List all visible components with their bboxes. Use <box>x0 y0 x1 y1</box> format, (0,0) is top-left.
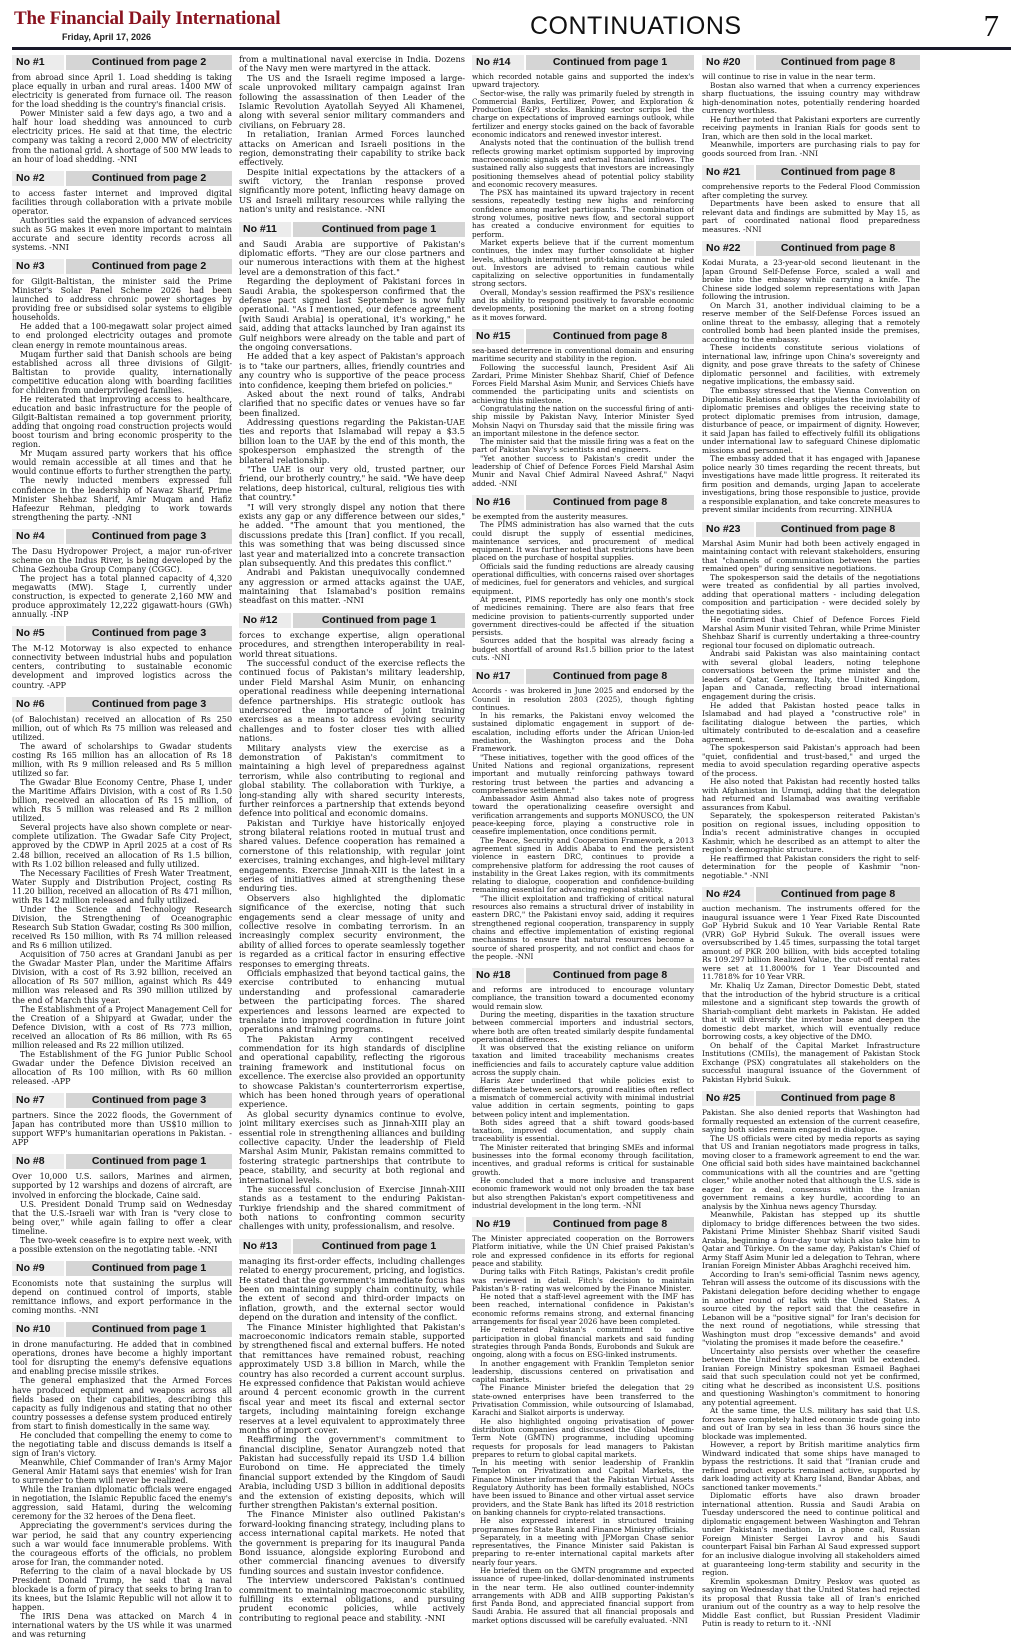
masthead <box>12 8 1011 46</box>
story-header <box>12 55 232 70</box>
story-paragraph: comprehensive reports to the Federal Flood Commission after completing the survey. <box>702 182 920 200</box>
story-header <box>472 1217 694 1232</box>
story-paragraph: The successful conclusion of Exercise Jinnah-XIII stands as a testament to the enduring Pakistan-Turkiye friendship and the shared commitment of both nations to confronting common security challenges with unity, professionalism, and resolve. <box>239 1183 465 1232</box>
story-paragraph: Meanwhile, importers are purchasing rials to pay for goods sourced from Iran. -NNI <box>702 140 920 158</box>
story-paragraph: forces to exchange expertise, align operational procedures, and strengthen interoperability in real-world threat situations. <box>239 629 465 659</box>
continued-from-label: Continued from page 1 <box>321 1239 437 1252</box>
story-paragraph: Congratulating the nation on the successful firing of anti-ship missile by Pakistan Navy, Interior Minister Syed Mohsin Naqvi on Thursday said that the missile firing was an important milestone in the defence sector. <box>472 403 694 438</box>
story-number: No #21 <box>702 165 756 180</box>
story-paragraph: He reaffirmed that Pakistan considers the right to self-determination for the people of Kashmir "non-negotiable." -NNI <box>702 853 920 880</box>
story-paragraph: Referring to the claim of a naval blockade by US President Donald Trump, he said that a naval blockade is a form of piracy that seeks to bring Iran to its knees, but the Islamic Republic will not allow it to happen. <box>12 1566 232 1612</box>
story <box>12 1261 232 1315</box>
story-paragraph: Under the Science and Technology Research Division, the Strengthening of Oceanographic Research Sub Station Gwadar, costing Rs 300 million, received Rs 150 million, with Rs 74 million released and Rs 6 million utilized. <box>12 904 232 951</box>
story <box>239 55 465 215</box>
story-paragraph: The interview underscored Pakistan's continued commitment to maintaining macroeconomic stability, fulfilling its external obligations, and pursuing prudent economic policies, while actively contributing to regional peace and stability. -NNI <box>239 1575 465 1623</box>
story <box>702 1091 920 1628</box>
continued-from-label: Continued from page 8 <box>552 329 668 342</box>
story-paragraph: The Pakistan Army contingent received commendation for its high standards of discipline and operational capability, reflecting the rigorous training framework and institutional focus on excellence. The exercise also provided an opportunity to showcase Pakistan's counterterrorism expertise, which has been honed through years of operational experience. <box>239 1033 465 1110</box>
story <box>239 613 465 1232</box>
story-paragraph: Pakistan and Turkiye have historically enjoyed strong bilateral relations rooted in mutual trust and shared values. Defence cooperation has remained a cornerstone of this relationship, with regular joint exercises, training exchanges, and high-level military engagements. Exercise Jinnah-XIII is the latest in a series of initiatives aimed at strengthening these enduring ties. <box>239 817 465 894</box>
story-number: No #20 <box>702 55 756 70</box>
story-number: No #19 <box>472 1217 526 1232</box>
story-paragraph: The US and the Israeli regime imposed a large-scale unprovoked military campaign against Iran following the assassination of then Leader of the Islamic Revolution Ayatollah Seyyed Ali Khamenei, along with several senior military commanders and civilians, on February 28. <box>239 72 465 130</box>
story-paragraph: The US officials were cited by media reports as saying that US and Iranian negotiators made progress in talks, moving closer to a framework agreement to end the war. One official said both sides have maintained backchannel communications with all the countries and are "getting closer," while another noted that although the U.S. side is eager for a deal, consensus within the Iranian government remains a key hurdle, according to an analysis by the Xinhua news agency Thursday. <box>702 1133 920 1211</box>
story-number: No #14 <box>472 55 526 70</box>
story-paragraph: "Yet another success to Pakistan's credit under the leadership of Chief of Defence Forces Field Marshal Asim Munir and Naval Chief Admiral Naveed Ashraf," Naqvi added. -NNI <box>472 453 694 488</box>
story-paragraph: for Gilgit-Baltistan, the minister said the Prime Minister's Solar Panel Scheme 2026 had been launched to address chronic power shortages by providing free or subsidised solar systems to eligible households. <box>12 277 232 323</box>
continued-from-label: Continued from page 8 <box>780 242 896 255</box>
story <box>702 887 920 1084</box>
column-1 <box>12 55 232 1647</box>
story <box>702 55 920 158</box>
story-paragraph: Mr Muqam assured party workers that his office would remain accessible at all times and that he would continue efforts to further strengthen the party. <box>12 449 232 477</box>
story-paragraph: Accords - was brokered in June 2025 and endorsed by the Council in resolution 2803 (2025), though fighting continues. <box>472 686 694 712</box>
story-paragraph: Pakistan. She also denied reports that Washington had formally requested an extension of the current ceasefire, saying both sides remain engaged in dialogue. <box>702 1108 920 1135</box>
story-paragraph: It was observed that the existing reliance on uniform taxation and limited traceability mechanisms creates inefficiencies and fails to accurately capture value addition across the supply chain. <box>472 1043 694 1078</box>
story-paragraph: The embassy added that it has engaged with Japanese police nearly 30 times regarding the recent threats, but investigations have made little progress. It reiterated its firm position and demands, urging Japan to accelerate investigations, bring those responsible to justice, provide a responsible explanation, and take concrete measures to prevent similar incidents from recurring. XINHUA <box>702 454 920 515</box>
continued-from-label: Continued from page 1 <box>321 222 437 235</box>
continued-from-label: Continued from page 8 <box>552 670 668 683</box>
story-paragraph: Several projects have also shown complete or near-complete utilization. The Gwadar Safe City Project, approved by the CDWP in April 2025 at a cost of Rs 2.48 billion, received an allocation of Rs 1.5 billion, with Rs 1.02 billion released and fully utilized. <box>12 823 232 869</box>
story-paragraph: On behalf of the Capital Market Infrastructure Institutions (CMIIs), the management of Pakistan Stock Exchange (PSX) congratulates all stakeholders on the successful inaugural issuance of the Government of Pakistan Hybrid Sukuk. <box>702 1040 920 1084</box>
story-paragraph: (of Balochistan) received an allocation of Rs 250 million, out of which Rs 75 million was released and utilized. <box>12 714 232 742</box>
story-paragraph: Both sides agreed that a shift toward goods-based taxation, improved documentation, and supply chain traceability is essential. <box>472 1117 694 1144</box>
story-number: No #9 <box>12 1261 66 1276</box>
story <box>12 626 232 689</box>
story-paragraph: The Minister appreciated cooperation on the Borrowers Platform initiative, while the UN Chief praised Pakistan's role and expressed confidence in its efforts for regional peace and stability. <box>472 1234 694 1268</box>
story-paragraph: Separately, the spokesperson reiterated Pakistan's position on regional issues, including opposition to India's recent administrative changes in occupied Kashmir, which he described as an attempt to alter the region's demographic structure. <box>702 811 920 855</box>
story-paragraph: The Necessary Facilities of Fresh Water Treatment, Water Supply and Distribution Project, costing Rs 11.20 billion, received an allocation of Rs 471 million, with Rs 142 million released and fully utilized. <box>12 868 232 905</box>
story-paragraph: Officials emphasized that beyond tactical gains, the exercise contributed to enhancing mutual understanding and professional camaraderie between the participating forces. The shared experiences and lessons learned are expected to translate into improved coordination in future joint operations and training programs. <box>239 967 465 1035</box>
continued-from-label: Continued from page 8 <box>780 1092 896 1105</box>
story <box>12 171 232 252</box>
continued-from-label: Continued from page 3 <box>91 697 207 710</box>
story-paragraph: He reiterated Pakistan's commitment to active participation in global financial markets and said funding strategies through Panda Bonds, Eurobonds and Sukuk are ongoing, along with a focus on ESG-linked instruments. <box>472 1325 694 1360</box>
story-paragraph: The Peace, Security and Cooperation Framework, a 2013 agreement signed in Addis Ababa to end the persistent violence in eastern DRC, continues to provide a comprehensive platform for addressing the root causes of instability in the Great Lakes region, with its commitments relating to dialogue, cooperation and confidence-building remaining essential for advancing regional stability. <box>472 835 694 895</box>
story-header <box>702 522 920 537</box>
story-number: No #23 <box>702 522 756 537</box>
story-header <box>472 669 694 684</box>
continued-from-label: Continued from page 2 <box>91 171 207 184</box>
story-number: No #12 <box>239 613 293 628</box>
continued-from-label: Continued from page 8 <box>780 522 896 535</box>
story <box>472 495 694 662</box>
story-header <box>702 887 920 902</box>
story <box>12 55 232 164</box>
story-header <box>12 626 232 641</box>
story-paragraph: Andrabi and Pakistan unequivocally condemned any aggression or armed attacks against the UAE, maintaining that Islamabad's position remains steadfast on this matter. -NNI <box>239 567 465 606</box>
story-paragraph: Addressing questions regarding the Pakistan-UAE ties and reports that Islamabad will repay a $3.5 billion loan to the UAE by the end of this month, the spokesperson emphasized the strength of the bilateral relationship. <box>239 417 465 465</box>
story-paragraph: The general emphasized that the Armed Forces have produced equipment and weapons across all fields based on their capabilities, describing this capacity as fully indigenous and stating that no other country possesses a defense system produced entirely from start to finish domestically in the same way. <box>12 1376 232 1431</box>
story-paragraph: Market experts believe that if the current momentum continues, the index may further consolidate at higher levels, although intermittent profit-taking cannot be ruled out. Investors are advised to remain cautious while capitalizing on selective opportunities in fundamentally strong sectors. <box>472 237 694 289</box>
story-paragraph: will continue to rise in value in the near term. <box>702 72 876 81</box>
story-paragraph: According to Iran's semi-official Tasnim news agency, Tehran will assess the outcome of its discussions with the Pakistani delegation before deciding whether to engage in another round of talks with the United States. A source cited by the report said that the ceasefire in Lebanon will be a "positive signal" for Iran's decision for the next round of negotiations, while stressing that Washington must drop "excessive demands" and avoid "violating the promises it made before the ceasefire." <box>702 1269 920 1348</box>
story-paragraph: Separately, in a meeting with JPMorgan Chase senior representatives, the Finance Minister said Pakistan is preparing to re-enter international capital markets after nearly four years. <box>472 1532 694 1567</box>
story-paragraph: Kodai Murata, a 23-year-old second lieutenant in the Japan Ground Self-Defense Force, scaled a wall and broke into the embassy while carrying a knife. The Chinese side lodged solemn representations with Japan following the intrusion. <box>702 258 920 302</box>
story-paragraph: In retaliation, Iranian Armed Forces launched attacks on American and Israeli positions in the region, demonstrating their capability to strike back effectively. <box>239 129 465 168</box>
story-header <box>12 1154 232 1169</box>
column-2 <box>239 55 465 1647</box>
story <box>472 669 694 961</box>
story-paragraph: The award of scholarships to Gwadar students costing Rs 165 million has an allocation of Rs 18 million, with Rs 9 million released and Rs 5 million utilized so far. <box>12 741 232 778</box>
story-paragraph: He also noted that Pakistan had recently hosted talks with Afghanistan in Urumqi, adding that the delegation had returned and Islamabad was awaiting verifiable assurances from Kabul. <box>702 777 920 812</box>
story-paragraph: The minister said that the missile firing was a feat on the part of Pakistan Navy's scientists and engineers. <box>472 437 694 455</box>
story-paragraph: The PIMS administration has also warned that the cuts could disrupt the supply of essential medicines, maintenance services, and procurement of medical equipment. It was further noted that restrictions have been placed on the purchase of hospital supplies. <box>472 520 694 563</box>
continued-from-label: Continued from page 8 <box>780 56 896 68</box>
story-paragraph: He reiterated that improving access to healthcare, education and basic infrastructure for the people of Gilgit-Baltistan remained a top government priority, adding that ongoing road construction projects would boost tourism and bring economic prosperity to the region. <box>12 394 232 450</box>
continued-from-label: Continued from page 8 <box>780 166 896 179</box>
story-paragraph: The project has a total planned capacity of 4,320 megawatts (MW). Stage I, currently under construction, is expected to generate 2,160 MW and produce approximately 12,222 gigawatt-hours (GWh) annually. -INP <box>12 573 232 620</box>
story-paragraph: However, a report by British maritime analytics firm Windward indicated that some ships have managed to bypass the restrictions. It said that "Iranian crude and refined product exports remained active, supported by dark loading activity at Kharg Island, Bandar Abbas, and sanctioned tanker movements." <box>702 1440 920 1492</box>
story-paragraph: The two-week ceasefire is to expire next week, with a possible extension on the negotiating table. -NNI <box>12 1235 232 1254</box>
story-number: No #10 <box>12 1322 66 1337</box>
story-number: No #25 <box>702 1091 756 1106</box>
story-number: No #3 <box>12 259 66 274</box>
story-paragraph: which recorded notable gains and supported the index's upward trajectory. <box>472 72 694 90</box>
story-paragraph: Mr. Khaliq Uz Zaman, Director Domestic Debt, stated that the introduction of the hybrid structure is a critical milestone and a significant step towards the growth of Shariah-compliant debt markets in Pakistan. He added that it will diversify the investor base and deepen the domestic debt market, which will eventually reduce borrowing costs, a key objective of the DMO. <box>702 980 920 1042</box>
story-paragraph: Uncertainty also persists over whether the ceasefire between the United States and Iran will be extended. Iranian Foreign Ministry spokesman Esmaeil Baghaei said that such speculation could not yet be confirmed, citing what he described as inconsistent U.S. positions and questioning Washington's commitment to honoring any potential agreement. <box>702 1346 920 1407</box>
story-number: No #11 <box>239 222 293 237</box>
story-paragraph: In his remarks, the Pakistani envoy welcomed the sustained diplomatic engagement in support of de-escalation, including efforts under the African Union-led mediation, the Washington process and the Doha Framework. <box>472 711 694 754</box>
masthead-rule <box>12 47 1011 50</box>
newspaper-brand: The Financial Daily International <box>14 8 281 29</box>
story-paragraph: In another engagement with Franklin Templeton senior leadership, discussions centered on privatisation and capital markets. <box>472 1358 694 1385</box>
story-header <box>472 329 694 344</box>
continued-from-label: Continued from page 8 <box>552 969 668 982</box>
continued-from-label: Continued from page 3 <box>91 529 207 542</box>
story-paragraph: The Minister reiterated that bringing SMEs and informal businesses into the formal economy through facilitation, incentives, and gradual reforms is critical for sustainable growth. <box>472 1142 694 1177</box>
story-paragraph: Ambassador Asim Ahmad also takes note of progress toward the operationalizing ceasefire oversight and verification arrangements and supports MONUSCO, the UN peace-keeping force, playing a constructive role in ceasefire implementation, once conditions permit. <box>472 794 694 837</box>
story-paragraph: The spokesperson said the details of the negotiations were treated as confidential by all parties involved, adding that operational matters - including delegation composition and participation - were decided solely by the negotiating sides. <box>702 572 920 616</box>
story-paragraph: from a multinational naval exercise in India. Dozens of the Navy men were martyred in the attack. <box>239 55 465 74</box>
story-paragraph: The M-12 Motorway is also expected to enhance connectivity between industrial hubs and population centers, contributing to sustainable economic development and improved logistics across the country. -APP <box>12 644 232 690</box>
story <box>472 968 694 1210</box>
story <box>702 241 920 514</box>
story-paragraph: Analysts noted that the continuation of the bullish trend reflects growing market optimism supported by improving macroeconomic signals and external financial inflows. The sustained rally also suggests that investors are increasingly positioning themselves ahead of potential policy stability and economic recovery measures. <box>472 138 694 189</box>
story <box>12 697 232 1087</box>
continued-from-label: Continued from page 1 <box>552 56 668 68</box>
story-header <box>12 529 232 544</box>
story-paragraph: At the same time, the U.S. military has said that U.S. forces have completely halted economic trade going into and out of Iran by sea in less than 36 hours since the blockade was implemented. <box>702 1406 920 1441</box>
story-paragraph: The embassy stressed that the Vienna Convention on Diplomatic Relations clearly stipulates the inviolability of diplomatic premises and obliges the receiving state to protect diplomatic premises from intrusion, damage, disturbance of peace, or impairment of dignity. However, it said Japan has failed to effectively fulfill its obligations under international law to safeguard Chinese diplomatic missions and personnel. <box>702 385 920 455</box>
story-header <box>12 1261 232 1276</box>
story-header <box>12 1322 232 1337</box>
story-paragraph: While the Iranian diplomatic officials were engaged in negotiation, the Islamic Republic faced the enemy's aggression, said Hatami, during the welcoming ceremony for the 32 heroes of the Dena fleet. <box>12 1485 232 1522</box>
story-number: No #5 <box>12 626 66 641</box>
story-paragraph: Muqam further said that Danish schools are being established across all three divisions of Gilgit-Baltistan to provide quality, internationally competitive education along with boarding facilities for children from underprivileged families. <box>12 349 232 395</box>
continued-from-label: Continued from page 2 <box>91 260 207 273</box>
story-paragraph: As global security dynamics continue to evolve, joint military exercises such as Jinnah-XIII play an essential role in strengthening alliances and building collective capacity. Under the leadership of Field Marshal Asim Munir, Pakistan remains committed to fostering strategic partnerships that contribute to peace, stability, and security at both regional and international levels. <box>239 1108 465 1185</box>
story-number: No #4 <box>12 529 66 544</box>
story-paragraph: At present, PIMS reportedly has only one month's stock of medicines remaining. There are also fears that free medicine provision to patients-currently supported under government directives-could be affected if the situation persists. <box>472 594 694 638</box>
continued-from-label: Continued from page 1 <box>91 1323 207 1336</box>
story-paragraph: from abroad since April 1. Load shedding is taking place equally in urban and rural areas. 1400 MW of electricity is generated from furnace oil. The reason for the load shedding is the country's financial crisis. <box>12 73 232 110</box>
section-title: CONTINUATIONS <box>530 12 742 40</box>
story-paragraph: Despite initial expectations by the attackers of a swift victory, the Iranian response proved significantly more potent, inflicting heavy damage on US and Israeli military resources while rallying the nation's unity and resistance. -NNI <box>239 166 465 215</box>
story-header <box>239 222 465 237</box>
story-paragraph: partners. Since the 2022 floods, the Government of Japan has contributed more than US$10 million to support WFP's humanitarian operations in Pakistan. -APP <box>12 1111 232 1148</box>
story-number: No #15 <box>472 329 526 344</box>
story-number: No #13 <box>239 1239 293 1254</box>
story-paragraph: Meanwhile, Chief Commander of Iran's Army Major General Amir Hatami says that enemies' wish for Iran to surrender to them will never be realized. <box>12 1458 232 1486</box>
story-header <box>702 241 920 256</box>
story-paragraph: The spokesperson said Pakistan's approach had been "quiet, confidential and trust-based," and urged the media to avoid speculation regarding operative aspects of the process. <box>702 743 920 778</box>
story-paragraph: Observers also highlighted the diplomatic significance of the exercise, noting that such engagements send a clear message of unity and collective resolve in combating terrorism. In an increasingly complex security environment, the ability of allied forces to operate seamlessly together is regarded as a critical factor in ensuring effective responses to emerging threats. <box>239 892 465 969</box>
story-paragraph: Kremlin spokesman Dmitry Peskov was quoted as saying on Wednesday that the United States had rejected its proposal that Russia take all of Iran's enriched uranium out of the country as a way to help resolve the Middle East conflict, but Russian President Vladimir Putin is ready to return to it. -NNI <box>702 1576 920 1629</box>
story-paragraph: and reforms are introduced to encourage voluntary compliance, the transition toward a documented economy would remain slow. <box>472 985 694 1011</box>
story-paragraph: to access faster internet and improved digital facilities through collaboration with a private mobile operator. <box>12 188 232 216</box>
story-paragraph: Appreciating the government's services during the war period, he said that any country experiencing such a war would face innumerable problems. With the courageous efforts of the officials, no problem arose for Iran, the commander noted. <box>12 1521 232 1567</box>
story-paragraph: The Finance Minister briefed the delegation that 29 state-owned enterprises have been transferred to the Privatisation Commission, while outsourcing of Islamabad, Karachi and Sialkot airports is underway. <box>472 1383 694 1418</box>
story-header <box>472 968 694 983</box>
story-paragraph: He added that Pakistan hosted peace talks in Islamabad and had played a "constructive role" in facilitating dialogue between the parties, which ultimately contributed to de-escalation and a ceasefire agreement. <box>702 700 920 744</box>
story-number: No #2 <box>12 171 66 186</box>
story-paragraph: The newly inducted members expressed full confidence in the leadership of Nawaz Sharif, Prime Minister Shehbaz Sharif, Amir Muqam and Hafiz Hafeezur Rehman, pledging to work towards strengthening the party. -NNI <box>12 476 232 522</box>
story <box>472 55 694 322</box>
story-paragraph: He also expressed interest in structured training programmes for State Bank and Finance Ministry officials. <box>472 1516 694 1534</box>
story <box>702 165 920 234</box>
story-paragraph: "The illicit exploitation and trafficking of critical natural resources also remains a structural driver of instability in eastern DRC," the Pakistani envoy said, adding it requires strengthened regional cooperation, transparency in supply chains and effective implementation of existing regional mechanisms to ensure that natural resources become a source of shared prosperity, and not conflict and chaos for the people. -NNI <box>472 893 694 961</box>
continued-from-label: Continued from page 8 <box>552 495 668 508</box>
story-paragraph: The Establishment of a Project Management Cell for the Creation of a Shipyard at Gwadar, under the Defence Division, with a cost of Rs 773 million, received an allocation of Rs 86 million, with Rs 65 million released and Rs 22 million utilized. <box>12 1004 232 1050</box>
story-paragraph: Bostan also warned that when a currency experiences sharp fluctuations, the issuing country may withdraw high-denomination notes, potentially rendering hoarded currency worthless. <box>702 80 920 116</box>
story-paragraph: In his meeting with senior leadership of Franklin Templeton on Privatization and Capital Markets, the Finance Minister informed that the Pakistan Virtual Assets Regulatory Authority has been formally established, NOCs have been issued to Binance and other virtual asset service providers, and the State Bank has lifted its 2018 restriction on banking channels for crypto-related transactions. <box>472 1458 694 1517</box>
story-paragraph: The Gwadar Blue Economy Centre, Phase I, under the Maritime Affairs Division, with a cost of Rs 1.50 billion, received an allocation of Rs 15 million, of which Rs 5 million was released and Rs 2 million utilized. <box>12 778 232 824</box>
story-paragraph: auction mechanism. The instruments offered for the inaugural issuance were 1 Year Fixed Rate Discounted GoP Hybrid Sukuk and 10 Year Variable Rental Rate (VRR) GoP Hybrid Sukuk. The overall issues were oversubscribed by 1.45 times, surpassing the total target amount of PKR 200 billion, with bids accepted totaling Rs 109.297 billion Realized Value, the cut-off rental rates were set at 11.8000% for 1 Year Discounted and 11.7818% for 10 Year VRR. <box>702 904 920 982</box>
continued-from-label: Continued from page 8 <box>780 888 896 901</box>
story-paragraph: "I will very strongly dispel any notion that there exists any gap or any difference between our sides," he added. "The amount that you mentioned, the discussions predate this [Iran] conflict. If you recall, this was something that was being discussed since last year and materialized into a concrete transaction plan subsequently. And this predates this conflict." <box>239 501 465 568</box>
continued-from-label: Continued from page 2 <box>91 56 207 68</box>
story-number: No #18 <box>472 968 526 983</box>
story-paragraph: Acquisition of 750 acres at Grandani Janubi as per the Gwadar Master Plan, under the Maritime Affairs Division, with a cost of Rs 3.92 billion, received an allocation of Rs 507 million, against which Rs 449 million was released and Rs 390 million utilized by the end of March this year. <box>12 950 232 1005</box>
story-paragraph: During talks with Fitch Ratings, Pakistan's credit profile was reviewed in detail. Fitch's decision to maintain Pakistan's B- rating was welcomed by the Finance Minister. <box>472 1267 694 1293</box>
continued-from-label: Continued from page 8 <box>552 1218 668 1231</box>
story-header <box>239 1239 465 1254</box>
story-number: No #22 <box>702 241 756 256</box>
story-paragraph: Sources added that the hospital was already facing a budget shortfall of around Rs1.5 billion prior to the latest cuts. -NNI <box>472 636 694 662</box>
story-paragraph: be exempted from the austerity measures. <box>472 511 629 521</box>
story-paragraph: Authorities said the expansion of advanced services such as 5G makes it even more important to maintain accurate and secure identity records across all systems. -NNI <box>12 215 232 252</box>
story-paragraph: Overall, Monday's session reaffirmed the PSX's resilience and its ability to respond positively to favorable economic developments, positioning the market on a strong footing as it moves forward. <box>472 287 694 322</box>
story-paragraph: in drone manufacturing. He added that in combined operations, drones have become a highly important tool for disrupting the enemy's defensive equations and enabling precise missile strikes. <box>12 1340 232 1377</box>
story-header <box>702 55 920 70</box>
story-paragraph: Sector-wise, the rally was primarily fueled by strength in Commercial Banks, Fertilizer, Power, and Exploration & Production (E&P) stocks. Banking sector scrips led the charge on expectations of improved earnings outlook, while fertilizer and energy stocks gained on the back of favorable economic indicators and renewed investor interest. <box>472 88 694 140</box>
story-paragraph: Following the successful launch, President Asif Ali Zardari, Prime Minister Shehbaz Sharif, Chief of Defence Forces Field Marshal Asim Munir, and Services Chiefs have commended the participating units and scientists on achieving this milestone. <box>472 362 694 405</box>
story <box>239 1239 465 1623</box>
story <box>239 222 465 606</box>
story-paragraph: He further noted that Pakistani exporters are currently receiving payments in Iranian Rials for goods sent to Iran, which are then sold in the local market. <box>702 114 920 141</box>
story-paragraph: The PSX has maintained its upward trajectory in recent sessions, repeatedly testing new highs and reinforcing confidence among market participants. The combination of strong volumes, positive news flow, and sectoral support has created a conducive environment for equities to perform. <box>472 188 694 239</box>
story-paragraph: He added that a 100-megawatt solar project aimed to end prolonged electricity outages and promote clean energy in remote mountainous areas. <box>12 322 232 350</box>
story-paragraph: Asked about the next round of talks, Andrabi clarified that no specific dates or venues have so far been finalized. <box>239 388 465 418</box>
story <box>472 1217 694 1625</box>
story-header <box>472 55 694 70</box>
story-number: No #17 <box>472 669 526 684</box>
continued-from-label: Continued from page 1 <box>91 1155 207 1168</box>
story-header <box>239 613 465 628</box>
continued-from-label: Continued from page 1 <box>321 613 437 626</box>
column-4 <box>702 55 920 1647</box>
story-paragraph: He also highlighted ongoing privatisation of power distribution companies and discussed the Global Medium-Term Note (GMTN) programme, including upcoming requests for proposals for lead managers to Pakistan prepares to return to global capital markets. <box>472 1416 694 1459</box>
story-paragraph: Andrabi said Pakistan was also maintaining contact with several global leaders, noting telephone conversations between the prime minister and the leaders of Qatar, Germany, Italy, the United Kingdom, Japan and Canada, reflecting broad international engagement during the crisis. <box>702 649 920 701</box>
story-paragraph: Over 10,000 U.S. sailors, Marines and airmen, supported by 12 warships and dozens of aircraft, are involved in enforcing the blockade, Caine said. <box>12 1172 232 1200</box>
story <box>12 1093 232 1147</box>
story-paragraph: Regarding the deployment of Pakistani forces in Saudi Arabia, the spokesperson confirmed that the defense pact signed last September is now fully operational. "As I mentioned, our defence agreement [with Saudi Arabia] is operational, it's working," he said, adding that attacks launched by Iran against its Gulf neighbors were already on the table and part of the ongoing conversations. <box>239 276 465 352</box>
continued-from-label: Continued from page 3 <box>91 1094 207 1107</box>
story-paragraph: "These initiatives, together with the good offices of the United Nations and regional organizations, represent important and mutually reinforcing pathways toward restoring trust between the parties and advancing a comprehensive settlement." <box>472 752 694 795</box>
continued-from-label: Continued from page 1 <box>91 1261 207 1274</box>
story-number: No #16 <box>472 495 526 510</box>
story <box>702 522 920 881</box>
story-paragraph: These incidents constitute serious violations of international law, infringe upon China's sovereignty and dignity, and pose grave threats to the safety of Chinese diplomatic personnel and facilities, with extremely negative implications, the embassy said. <box>702 343 920 387</box>
story-header <box>12 171 232 186</box>
story-paragraph: U.S. President Donald Trump said on Wednesday that the U.S.-Israeli war with Iran is "very close to being over," while again failing to offer a clear timeline. <box>12 1199 232 1236</box>
page-number: 7 <box>983 8 999 43</box>
story-paragraph: Officials said the funding reductions are already causing operational difficulties, with concerns raised over shortages of medicines, fuel for generators and vehicles, and surgical equipment. <box>472 561 694 596</box>
issue-date: Friday, April 17, 2026 <box>62 32 152 42</box>
story-paragraph: Haris Azer underlined that while policies exist to differentiate between sectors, ground realities often reflect a mismatch of commercial activity with minimal industrial value addition in certain segments, pointing to gaps between policy intent and implementation. <box>472 1076 694 1119</box>
story-paragraph: Diplomatic efforts have also drawn broader international attention. Russia and Saudi Arabia on Tuesday underscored the need to continue political and diplomatic engagement between Washington and Tehran under Pakistan's mediation. In a phone call, Russian Foreign Minister Sergei Lavrov and his Saudi counterpart Faisal bin Farhan Al Saud expressed support for an inclusive dialogue involving all stakeholders aimed at guaranteeing long-term stability and security in the region. <box>702 1491 920 1578</box>
story-paragraph: The successful conduct of the exercise reflects the continued focus of Pakistan's military leadership, under Field Marshal Asim Munir, on enhancing operational readiness while deepening international defence partnerships. His strategic outlook has underscored the importance of joint training exercises as a means to address evolving security challenges and to foster closer ties with allied nations. <box>239 658 465 744</box>
story-paragraph: The IRIS Dena was attacked on March 4 in international waters by the US while it was unarmed and was returning <box>12 1612 232 1640</box>
story-paragraph: sea-based deterrence in conventional domain and ensuring maritime security and stability in the region. <box>472 345 694 364</box>
story-paragraph: managing its first-order effects, including challenges related to energy procurement, pricing, and logistics. He stated that the government's immediate focus has been on maintaining supply chain continuity, while the extent of second and third-order impacts on inflation, growth, and the external sector would depend on the duration and intensity of the conflict. <box>239 1255 465 1323</box>
story <box>12 1322 232 1639</box>
story-paragraph: "The UAE is our very old, trusted partner, our friend, our brotherly country," he said. "We have deep relations, deep historical, cultural, religious ties with that country." <box>239 464 465 503</box>
story-paragraph: The Finance Minister also outlined Pakistan's forward-looking financing strategy, including plans to access international capital markets. He noted that the government is preparing for its inaugural Panda Bond issuance, alongside exploring Eurobond and other commercial financing avenues to diversify funding sources and sustain investor confidence. <box>239 1509 465 1576</box>
story-number: No #24 <box>702 887 756 902</box>
story-paragraph: He added that a key aspect of Pakistan's approach is to "take our partners, allies, friendly countries and any country who is supportive of the peace process into confidence, keeping them briefed on policies." <box>239 351 465 390</box>
story-paragraph: The Finance Minister highlighted that Pakistan's macroeconomic indicators remain stable, supported by strengthened fiscal and external buffers. He noted that remittances have remained robust, reaching approximately USD 3.8 billion in March, while the country has also recorded a current account surplus. He expressed confidence that Pakistan would achieve around 4 percent economic growth in the current fiscal year and meet its fiscal and external sector targets, including maintaining foreign exchange reserves at a level equivalent to approximately three months of import cover. <box>239 1321 465 1435</box>
story-header <box>702 1091 920 1106</box>
story-number: No #8 <box>12 1154 66 1169</box>
story-paragraph: On March 31, another individual claiming to be a reserve member of the Self-Defense Forces issued an online threat to the embassy, alleging that a remotely controlled bomb had been planted inside the premises, according to the embassy. <box>702 300 920 344</box>
story-number: No #1 <box>12 55 66 70</box>
story <box>472 329 694 488</box>
story-header <box>12 1093 232 1108</box>
story-paragraph: He concluded that compelling the enemy to come to the negotiating table and discuss demands is itself a sign of Iran's victory. <box>12 1430 232 1458</box>
story-header <box>472 495 694 510</box>
story-paragraph: He confirmed that Chief of Defence Forces Field Marshal Asim Munir visited Tehran, while Prime Minister Shehbaz Sharif is currently undertaking a three-country regional tour focused on diplomatic outreach. <box>702 615 920 650</box>
story-number: No #7 <box>12 1093 66 1108</box>
story-paragraph: Economists note that sustaining the surplus will depend on continued control of imports, stable remittance inflows, and export performance in the coming months. -NNI <box>12 1278 232 1316</box>
continued-from-label: Continued from page 3 <box>91 627 207 640</box>
story <box>12 529 232 620</box>
story-paragraph: He briefed them on the GMTN programme and expected issuance of rupee-linked, dollar-denominated instruments in the near term. He also outlined counter-indemnity arrangements with ADB and AIIB supporting Pakistan's first Panda Bond, and appreciated financial support from Saudi Arabia. He assured that all financial proposals and market options discussed will be carefully evaluated. -NNI <box>472 1565 694 1625</box>
story <box>12 259 232 522</box>
story-paragraph: The Establishment of the FG Junior Public School Gwadar under the Defence Division received an allocation of Rs 100 million, with Rs 60 million released. -APP <box>12 1049 232 1087</box>
story-paragraph: Marshal Asim Munir had both been actively engaged in maintaining contact with relevant stakeholders, ensuring that "channels of communication between the parties remained open" during sensitive negotiations. <box>702 538 920 574</box>
story-paragraph: and Saudi Arabia are supportive of Pakistan's diplomatic efforts. "They are our close partners and our numerous interactions with them at the highest level are a demonstration of this fact." <box>239 238 465 277</box>
story <box>12 1154 232 1254</box>
story-paragraph: Military analysts view the exercise as a demonstration of Pakistan's commitment to maintaining a high level of preparedness against terrorism, while also contributing to regional and global stability. The collaboration with Turkiye, a long-standing ally with shared security interests, further reinforces a partnership that extends beyond defence into political and economic domains. <box>239 742 465 819</box>
story-paragraph: He concluded that a more inclusive and transparent economic framework would not only broaden the tax base but also strengthen Pakistan's export competitiveness and industrial development in the long term. -NNI <box>472 1175 694 1210</box>
story-paragraph: Departments have been asked to ensure that all relevant data and findings are submitted by May 15, as part of coordinated national flood preparedness measures. -NNI <box>702 199 920 234</box>
story-paragraph: Reaffirming the government's commitment to financial discipline, Senator Aurangzeb noted that Pakistan had successfully repaid its USD 1.4 billion Eurobond on time. He appreciated the timely financial support extended by the Kingdom of Saudi Arabia, including USD 3 billion in additional deposits and the extension of existing deposits, which will further strengthen Pakistan's external position. <box>239 1434 465 1511</box>
story-header <box>702 165 920 180</box>
story-paragraph: During the meeting, disparities in the taxation structure between commercial importers and industrial sectors, where both are often treated similarly despite fundamental operational differences. <box>472 1009 694 1044</box>
story-header <box>12 259 232 274</box>
story-paragraph: Meanwhile, Pakistan has stepped up its shuttle diplomacy to bridge differences between the two sides. Pakistani Prime Minister Shehbaz Sharif visited Saudi Arabia, beginning a four-day tour which also take him to Qatar and Türkiye. On the same day, Pakistan's Chief of Army Staff Asim Munir led a delegation to Tehran, where Iranian Foreign Minister Abbas Araghchi received him. <box>702 1210 920 1271</box>
column-3 <box>472 55 694 1647</box>
story-paragraph: The Dasu Hydropower Project, a major run-of-river scheme on the Indus River, is being developed by the China Gezhouba Group Company (CGGC). <box>12 546 232 574</box>
story-paragraph: He noted that a staff-level agreement with the IMF has been reached, international confidence in Pakistan's economic reforms remains strong, and external financing arrangements for fiscal year 2026 have been completed. <box>472 1292 694 1327</box>
story-paragraph: Power Minister said a few days ago, a two and a half hour load shedding was announced to curb electricity prices. He said at that time, the electric company was taking a record 2,000 MW of electricity from the national grid. A shortage of 500 MW leads to an hour of load shedding. -NNI <box>12 109 232 164</box>
story-number: No #6 <box>12 697 66 712</box>
story-header <box>12 697 232 712</box>
